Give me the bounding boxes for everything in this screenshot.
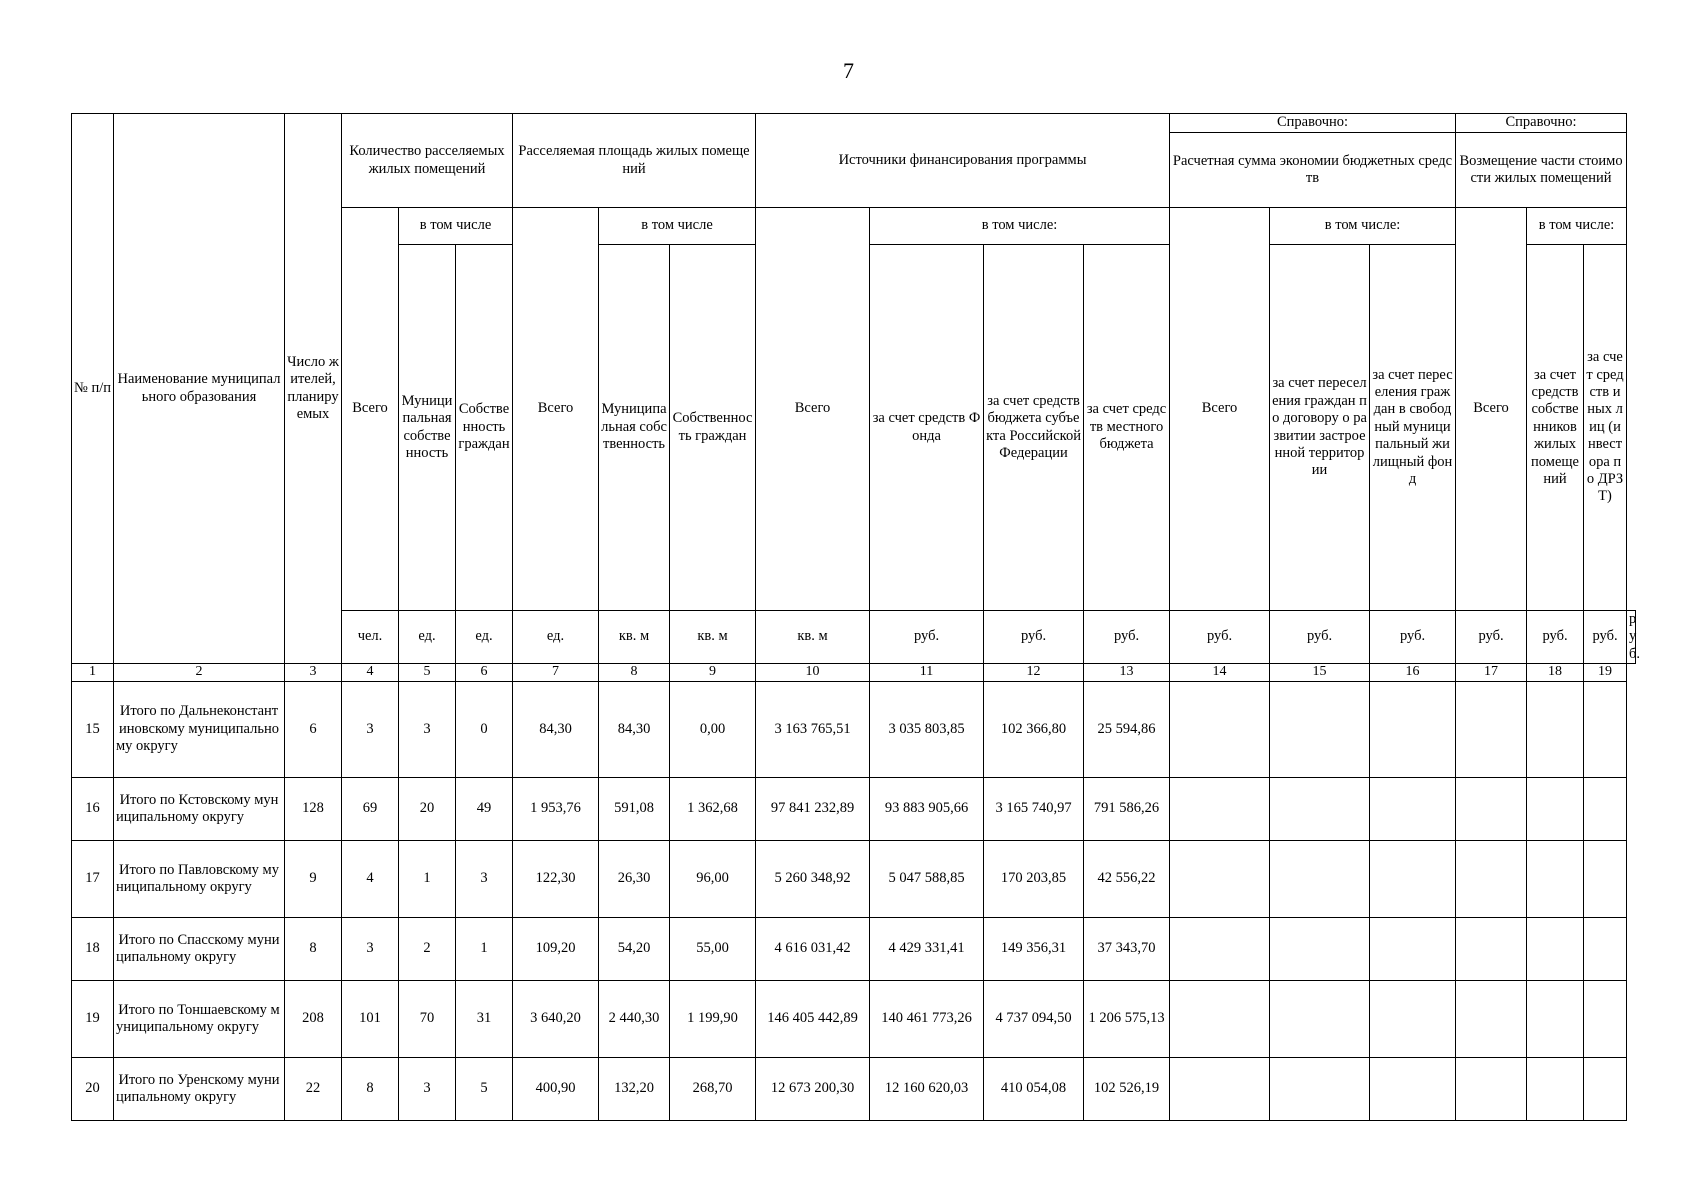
row-fin-subject: 4 737 094,50 xyxy=(984,980,1084,1057)
unit-cell: руб. xyxy=(1527,611,1584,664)
header-fin-fund: за счет средств Фонда xyxy=(870,245,984,611)
row-area-mun: 84,30 xyxy=(599,681,670,777)
unit-cell: чел. xyxy=(342,611,399,664)
col-number: 7 xyxy=(513,664,599,682)
row-num: 18 xyxy=(72,917,114,980)
empty-cell xyxy=(1456,1057,1527,1120)
row-num: 15 xyxy=(72,681,114,777)
empty-cell xyxy=(1170,1057,1270,1120)
row-area-all: 109,20 xyxy=(513,917,599,980)
unit-cell: руб. xyxy=(1084,611,1170,664)
row-count-all: 3 xyxy=(342,681,399,777)
row-name: Итого по Уренскому муниципальному округу xyxy=(114,1057,285,1120)
header-ref1-a: за счет переселения граждан по договору о развитии застроенной территории xyxy=(1270,245,1370,611)
table-row xyxy=(72,777,1636,840)
row-residents: 22 xyxy=(285,1057,342,1120)
row-count-all: 101 xyxy=(342,980,399,1057)
empty-cell xyxy=(1456,840,1527,917)
header-count-group: Количество расселяемых жилых помещений xyxy=(342,114,513,208)
row-fin-subject: 170 203,85 xyxy=(984,840,1084,917)
row-count-mun: 70 xyxy=(399,980,456,1057)
empty-cell xyxy=(1270,980,1370,1057)
col-number: 1 xyxy=(72,664,114,682)
row-residents: 9 xyxy=(285,840,342,917)
row-fin-fund: 3 035 803,85 xyxy=(870,681,984,777)
row-area-mun: 132,20 xyxy=(599,1057,670,1120)
row-fin-all: 97 841 232,89 xyxy=(756,777,870,840)
empty-cell xyxy=(1370,840,1456,917)
header-count-in-number: в том числе xyxy=(399,208,513,245)
unit-cell: руб. xyxy=(1370,611,1456,664)
empty-cell xyxy=(1456,777,1527,840)
page-number: 7 xyxy=(843,58,854,83)
row-fin-all: 3 163 765,51 xyxy=(756,681,870,777)
row-count-own: 31 xyxy=(456,980,513,1057)
row-fin-fund: 5 047 588,85 xyxy=(870,840,984,917)
empty-cell xyxy=(1527,840,1584,917)
row-count-mun: 20 xyxy=(399,777,456,840)
col-number: 15 xyxy=(1270,664,1370,682)
table-row xyxy=(72,1057,1636,1120)
row-count-mun: 1 xyxy=(399,840,456,917)
unit-cell: ед. xyxy=(399,611,456,664)
empty-cell xyxy=(1270,840,1370,917)
empty-cell xyxy=(1527,917,1584,980)
unit-cell: руб. xyxy=(1627,611,1636,664)
row-area-own: 268,70 xyxy=(670,1057,756,1120)
col-number: 12 xyxy=(984,664,1084,682)
unit-cell: ед. xyxy=(456,611,513,664)
header-fin-local: за счет средств местного бюджета xyxy=(1084,245,1170,611)
empty-cell xyxy=(1584,980,1627,1057)
header-area-own: Собственность граждан xyxy=(670,245,756,611)
col-number: 2 xyxy=(114,664,285,682)
header-count-total: Всего xyxy=(342,208,399,611)
col-number: 16 xyxy=(1370,664,1456,682)
empty-cell xyxy=(1270,1057,1370,1120)
row-area-own: 1 362,68 xyxy=(670,777,756,840)
empty-cell xyxy=(1527,1057,1584,1120)
resettlement-table xyxy=(71,113,1641,1121)
row-name: Итого по Павловскому муниципальному округу xyxy=(114,840,285,917)
row-fin-fund: 12 160 620,03 xyxy=(870,1057,984,1120)
row-fin-local: 1 206 575,13 xyxy=(1084,980,1170,1057)
header-ref2-in-number: в том числе: xyxy=(1527,208,1627,245)
row-fin-subject: 102 366,80 xyxy=(984,681,1084,777)
table-row xyxy=(72,980,1636,1057)
col-number: 3 xyxy=(285,664,342,682)
table-row xyxy=(72,917,1636,980)
row-count-all: 3 xyxy=(342,917,399,980)
row-count-own: 49 xyxy=(456,777,513,840)
empty-cell xyxy=(1170,840,1270,917)
empty-cell xyxy=(1527,980,1584,1057)
row-residents: 6 xyxy=(285,681,342,777)
row-fin-fund: 140 461 773,26 xyxy=(870,980,984,1057)
row-area-all: 84,30 xyxy=(513,681,599,777)
empty-cell xyxy=(1270,681,1370,777)
unit-cell: ед. xyxy=(513,611,599,664)
unit-cell: руб. xyxy=(1584,611,1627,664)
row-area-mun: 2 440,30 xyxy=(599,980,670,1057)
row-count-mun: 3 xyxy=(399,1057,456,1120)
row-count-own: 5 xyxy=(456,1057,513,1120)
table-row xyxy=(72,840,1636,917)
row-count-mun: 3 xyxy=(399,681,456,777)
header-area-total: Всего xyxy=(513,208,599,611)
empty-cell xyxy=(1370,681,1456,777)
col-number: 19 xyxy=(1584,664,1627,682)
header-ref2-total: Всего xyxy=(1456,208,1527,611)
row-count-own: 1 xyxy=(456,917,513,980)
row-fin-subject: 149 356,31 xyxy=(984,917,1084,980)
col-number: 8 xyxy=(599,664,670,682)
row-fin-local: 25 594,86 xyxy=(1084,681,1170,777)
empty-cell xyxy=(1456,681,1527,777)
empty-cell xyxy=(1370,917,1456,980)
empty-cell xyxy=(1170,777,1270,840)
header-count-own: Собственность граждан xyxy=(456,245,513,611)
empty-cell xyxy=(1270,777,1370,840)
unit-cell: кв. м xyxy=(670,611,756,664)
header-fin-group: Источники финансирования программы xyxy=(756,114,1170,208)
col-number: 4 xyxy=(342,664,399,682)
col-number: 17 xyxy=(1456,664,1527,682)
header-area-in-number: в том числе xyxy=(599,208,756,245)
row-fin-local: 37 343,70 xyxy=(1084,917,1170,980)
col-number: 9 xyxy=(670,664,756,682)
row-name: Итого по Спасскому муниципальному округу xyxy=(114,917,285,980)
header-ref1-group: Расчетная сумма экономии бюджетных средств xyxy=(1170,133,1456,208)
empty-cell xyxy=(1584,777,1627,840)
row-num: 17 xyxy=(72,840,114,917)
empty-cell xyxy=(1370,777,1456,840)
unit-cell: кв. м xyxy=(599,611,670,664)
table-row xyxy=(72,681,1636,777)
header-area-group: Расселяемая площадь жилых помещений xyxy=(513,114,756,208)
row-count-own: 0 xyxy=(456,681,513,777)
row-area-mun: 591,08 xyxy=(599,777,670,840)
row-fin-all: 12 673 200,30 xyxy=(756,1057,870,1120)
header-area-mun: Муниципальная собственность xyxy=(599,245,670,611)
header-ref2-a: за счет средств собственников жилых помещений xyxy=(1527,245,1584,611)
unit-cell: кв. м xyxy=(756,611,870,664)
col-number: 18 xyxy=(1527,664,1584,682)
empty-cell xyxy=(1370,980,1456,1057)
row-area-all: 3 640,20 xyxy=(513,980,599,1057)
col-number: 6 xyxy=(456,664,513,682)
empty-cell xyxy=(1584,1057,1627,1120)
row-fin-all: 4 616 031,42 xyxy=(756,917,870,980)
header-fin-in-number: в том числе: xyxy=(870,208,1170,245)
col-number: 13 xyxy=(1084,664,1170,682)
header-ref2-group: Возмещение части стоимости жилых помещений xyxy=(1456,133,1627,208)
header-ref1-top: Справочно: xyxy=(1170,114,1456,133)
empty-cell xyxy=(1527,681,1584,777)
col-number: 5 xyxy=(399,664,456,682)
row-area-own: 96,00 xyxy=(670,840,756,917)
row-area-all: 400,90 xyxy=(513,1057,599,1120)
header-ref2-b: за счет средств иных лиц (инвестора по ДРЗТ) xyxy=(1584,245,1627,611)
row-area-own: 0,00 xyxy=(670,681,756,777)
row-fin-all: 5 260 348,92 xyxy=(756,840,870,917)
empty-cell xyxy=(1370,1057,1456,1120)
unit-cell: руб. xyxy=(870,611,984,664)
row-area-own: 1 199,90 xyxy=(670,980,756,1057)
row-name: Итого по Дальнеконстантиновскому муниципальному округу xyxy=(114,681,285,777)
row-fin-subject: 3 165 740,97 xyxy=(984,777,1084,840)
row-fin-fund: 93 883 905,66 xyxy=(870,777,984,840)
header-ref1-in-number: в том числе: xyxy=(1270,208,1456,245)
header-ref1-b: за счет переселения граждан в свободный муниципальный жилищный фонд xyxy=(1370,245,1456,611)
header-name: Наименование муниципального образования xyxy=(114,114,285,664)
row-num: 16 xyxy=(72,777,114,840)
col-number: 11 xyxy=(870,664,984,682)
row-fin-local: 102 526,19 xyxy=(1084,1057,1170,1120)
unit-cell: руб. xyxy=(1456,611,1527,664)
unit-cell: руб. xyxy=(984,611,1084,664)
header-ref2-top: Справочно: xyxy=(1456,114,1627,133)
empty-cell xyxy=(1584,681,1627,777)
row-fin-fund: 4 429 331,41 xyxy=(870,917,984,980)
header-count-mun: Муниципальная собственность xyxy=(399,245,456,611)
header-fin-total: Всего xyxy=(756,208,870,611)
empty-cell xyxy=(1584,917,1627,980)
row-fin-local: 42 556,22 xyxy=(1084,840,1170,917)
row-name: Итого по Кстовскому муниципальному округу xyxy=(114,777,285,840)
unit-cell: руб. xyxy=(1270,611,1370,664)
empty-cell xyxy=(1584,840,1627,917)
empty-cell xyxy=(1456,980,1527,1057)
empty-cell xyxy=(1170,917,1270,980)
row-num: 20 xyxy=(72,1057,114,1120)
empty-cell xyxy=(1170,980,1270,1057)
row-count-mun: 2 xyxy=(399,917,456,980)
row-count-all: 69 xyxy=(342,777,399,840)
header-ref1-total: Всего xyxy=(1170,208,1270,611)
row-fin-all: 146 405 442,89 xyxy=(756,980,870,1057)
row-fin-subject: 410 054,08 xyxy=(984,1057,1084,1120)
empty-cell xyxy=(1270,917,1370,980)
empty-cell xyxy=(1527,777,1584,840)
row-area-own: 55,00 xyxy=(670,917,756,980)
row-count-all: 4 xyxy=(342,840,399,917)
row-num: 19 xyxy=(72,980,114,1057)
row-count-own: 3 xyxy=(456,840,513,917)
header-num: № п/п xyxy=(72,114,114,664)
row-count-all: 8 xyxy=(342,1057,399,1120)
row-residents: 208 xyxy=(285,980,342,1057)
row-area-mun: 26,30 xyxy=(599,840,670,917)
header-residents: Число жителей, планируемых xyxy=(285,114,342,664)
unit-cell: руб. xyxy=(1170,611,1270,664)
row-name: Итого по Тоншаевскому муниципальному округу xyxy=(114,980,285,1057)
header-fin-subject: за счет средств бюджета субъекта Российской Федерации xyxy=(984,245,1084,611)
empty-cell xyxy=(1456,917,1527,980)
empty-cell xyxy=(1170,681,1270,777)
row-area-all: 1 953,76 xyxy=(513,777,599,840)
row-fin-local: 791 586,26 xyxy=(1084,777,1170,840)
col-number: 14 xyxy=(1170,664,1270,682)
row-area-all: 122,30 xyxy=(513,840,599,917)
row-residents: 8 xyxy=(285,917,342,980)
row-area-mun: 54,20 xyxy=(599,917,670,980)
row-residents: 128 xyxy=(285,777,342,840)
col-number: 10 xyxy=(756,664,870,682)
